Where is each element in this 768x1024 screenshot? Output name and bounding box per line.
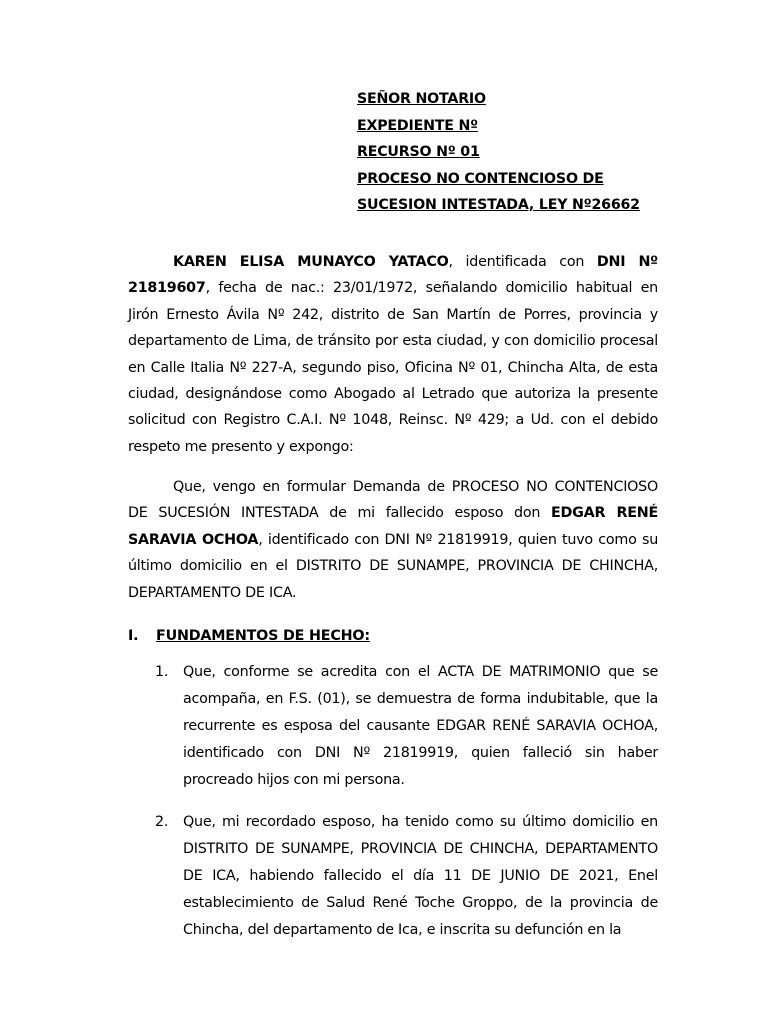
header-addressee: SEÑOR NOTARIO (357, 91, 486, 107)
list-item-number: 2. (155, 814, 169, 830)
section-title: FUNDAMENTOS DE HECHO: (156, 628, 370, 644)
intro-paragraph (128, 249, 658, 460)
demand-paragraph (128, 474, 658, 606)
list-item-number: 1. (155, 664, 169, 680)
list-item (150, 809, 658, 944)
section-number: I. (128, 628, 139, 644)
applicant-dni: DNI Nº 21819607 (128, 254, 658, 297)
header-file-number: EXPEDIENTE Nº (357, 117, 478, 134)
intro-text-1: , identificada con (448, 254, 597, 270)
deceased-name: EDGAR RENÉ SARAVIA OCHOA (128, 505, 658, 548)
applicant-name: KAREN ELISA MUNAYCO YATACO (173, 254, 449, 270)
demand-text-1: Que, vengo en formular Demanda de PROCESO NO CONTENCIOSO DE SUCESIÓN INTESTADA de mi fallecido esposo don (128, 479, 658, 522)
demand-text-2: , identificado con DNI Nº 21819919, quien tuvo como su último domicilio en el DISTRITO DE SUNAMPE, PROVINCIA DE CHINCHA, DEPARTAMENTO DE ICA. (128, 531, 659, 601)
header-recurso: RECURSO Nº 01 (357, 144, 480, 160)
list-item-text: Que, mi recordado esposo, ha tenido como su último domicilio en DISTRITO DE SUNAMPE, PROVINCIA DE CHINCHA, DEPARTAMENTO DE ICA, habiendo fallecido el día 11 DE JUNIO DE 2021, Enel establecimiento de Salud René Toche Groppo, de la provincia de Chincha, del departamento de Ica, e inscrita su defunción en la (183, 814, 658, 938)
header-process-type: PROCESO NO CONTENCIOSO DE (357, 170, 604, 187)
header-process-law: SUCESION INTESTADA, LEY Nº26662 (357, 197, 640, 213)
list-item-text: Que, conforme se acredita con el ACTA DE MATRIMONIO que se acompaña, en F.S. (01), se demuestra de forma indubitable, que la recurrente es esposa del causante EDGAR RENÉ SARAVIA OCHOA, identificado con DNI Nº 21819919, quien falleció sin haber procreado hijos con mi persona. (183, 664, 658, 788)
intro-text-2: , fecha de nac.: 23/01/1972, señalando domicilio habitual en Jirón Ernesto Ávila Nº 242, distrito de San Martín de Porres, provincia y departamento de Lima, de tránsito por esta ciudad, y con domicilio procesal en Calle Italia Nº 227-A, segundo piso, Oficina Nº 01, Chincha Alta, de esta ciudad, designándose como Abogado al Letrado que autoriza la presente solicitud con Registro C.A.I. Nº 1048, Reinsc. Nº 429; a Ud. con el debido respeto me presento y expongo: (128, 280, 658, 455)
section-heading (128, 623, 370, 649)
document-header (357, 86, 640, 219)
list-item (150, 659, 658, 794)
